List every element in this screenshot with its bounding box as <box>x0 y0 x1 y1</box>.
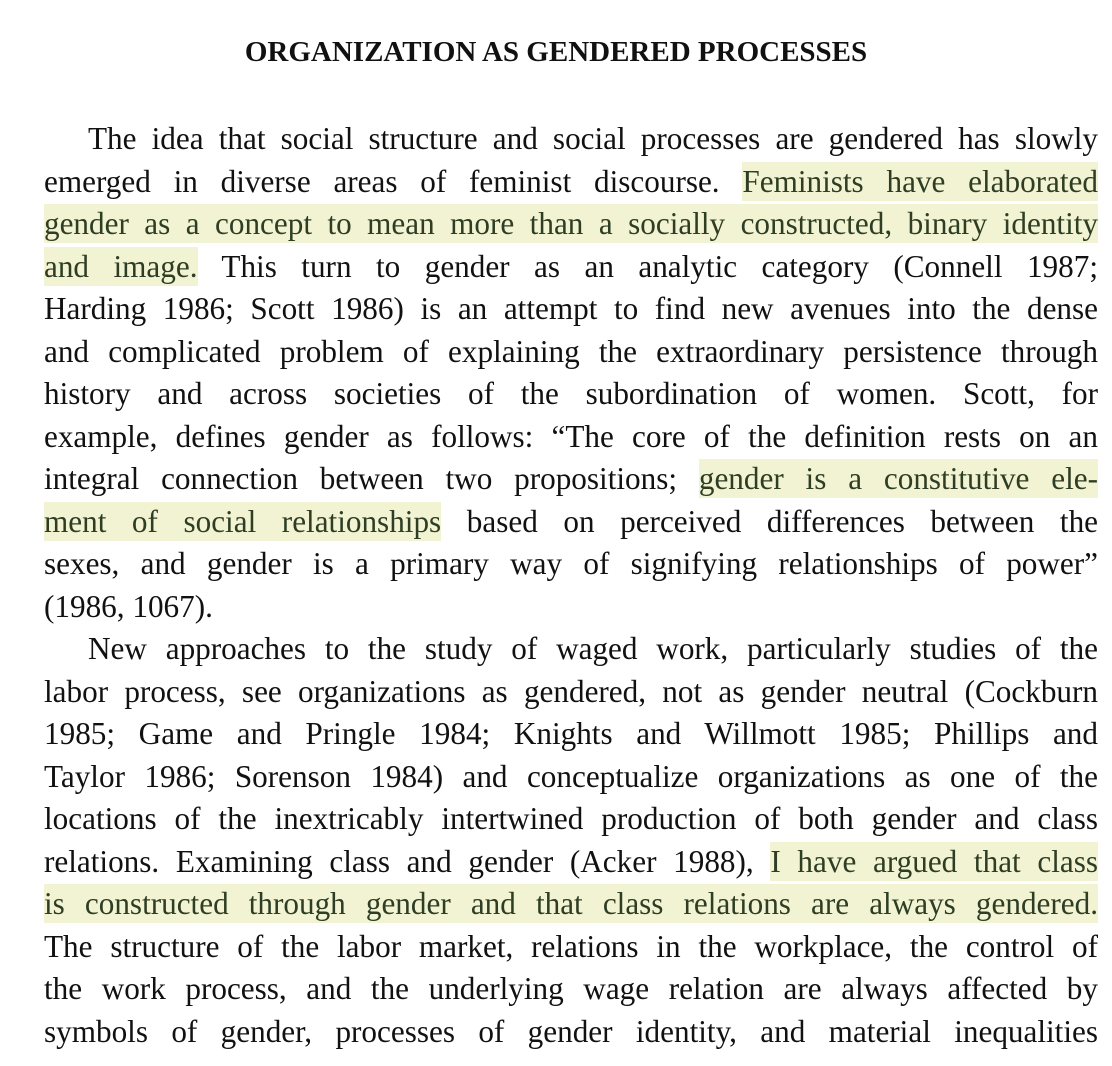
text-line <box>44 458 1098 501</box>
paragraph-2 <box>44 628 1098 1053</box>
text-line <box>44 926 1098 969</box>
text-run: Harding 1986; Scott 1986) is an attempt to find new avenues into the dense <box>44 291 1098 326</box>
text-run: Taylor 1986; Sorenson 1984) and conceptualize organizations as one of the <box>44 758 1098 794</box>
text-line <box>44 756 1098 799</box>
text-run: (1986, 1067). <box>44 588 213 624</box>
text-run: and complicated problem of explaining the extraordinary persistence through <box>44 333 1098 369</box>
text-line <box>44 798 1098 841</box>
highlighted-text: is constructed through gender and that class relations are always gendered. <box>44 886 1098 921</box>
text-line <box>44 628 1098 671</box>
text-run: locations of the inextricably intertwined production of both gender and class <box>44 801 1098 836</box>
text-line <box>44 501 1098 544</box>
text-run: based on perceived differences between the <box>441 503 1099 539</box>
text-line <box>44 203 1098 246</box>
highlighted-text: gender is a constitutive ele- <box>698 461 1098 496</box>
text-run: symbols of gender, processes of gender identity, and material inequalities <box>44 1013 1098 1049</box>
text-line <box>44 586 1098 629</box>
text-line <box>44 968 1098 1011</box>
text-run: labor process, see organizations as gendered, not as gender neutral (Cockburn <box>44 673 1098 709</box>
highlighted-text: gender as a concept to mean more than a socially constructed, binary identity <box>44 206 1098 241</box>
text-line <box>44 1011 1098 1054</box>
paragraph-1 <box>44 118 1098 628</box>
text-line <box>44 331 1098 374</box>
text-run: 1985; Game and Pringle 1984; Knights and Willmott 1985; Phillips and <box>44 716 1098 751</box>
text-line <box>44 161 1098 204</box>
text-line <box>44 671 1098 714</box>
text-run: emerged in diverse areas of feminist discourse. <box>44 163 743 199</box>
text-line <box>44 118 1098 161</box>
text-run: New approaches to the study of waged work, particularly studies of the <box>88 631 1098 666</box>
text-run: sexes, and gender is a primary way of signifying relationships of power” <box>44 546 1098 581</box>
text-run: example, defines gender as follows: “The core of the definition rests on an <box>44 418 1098 454</box>
text-line <box>44 883 1098 926</box>
text-run: history and across societies of the subordination of women. Scott, for <box>44 376 1098 411</box>
text-line <box>44 373 1098 416</box>
text-run: relations. Examining class and gender (Acker 1988), <box>44 843 771 879</box>
text-line <box>44 713 1098 756</box>
section-heading: ORGANIZATION AS GENDERED PROCESSES <box>244 36 868 68</box>
body-text <box>44 118 1098 1053</box>
highlighted-text: Feminists have elaborated <box>742 163 1098 199</box>
text-run: integral connection between two propositions; <box>44 461 699 496</box>
text-line <box>44 246 1098 289</box>
highlighted-text: and image. <box>44 248 198 284</box>
text-line <box>44 288 1098 331</box>
highlighted-text: ment of social relationships <box>44 503 442 539</box>
text-run: the work process, and the underlying wage relation are always affected by <box>44 971 1098 1006</box>
text-run: The idea that social structure and social processes are gendered has slowly <box>88 121 1098 156</box>
text-line <box>44 543 1098 586</box>
text-run: This turn to gender as an analytic category (Connell 1987; <box>197 248 1098 284</box>
text-run: The structure of the labor market, relations in the workplace, the control of <box>44 928 1098 964</box>
text-line <box>44 841 1098 884</box>
text-line <box>44 416 1098 459</box>
highlighted-text: I have argued that class <box>770 843 1098 879</box>
